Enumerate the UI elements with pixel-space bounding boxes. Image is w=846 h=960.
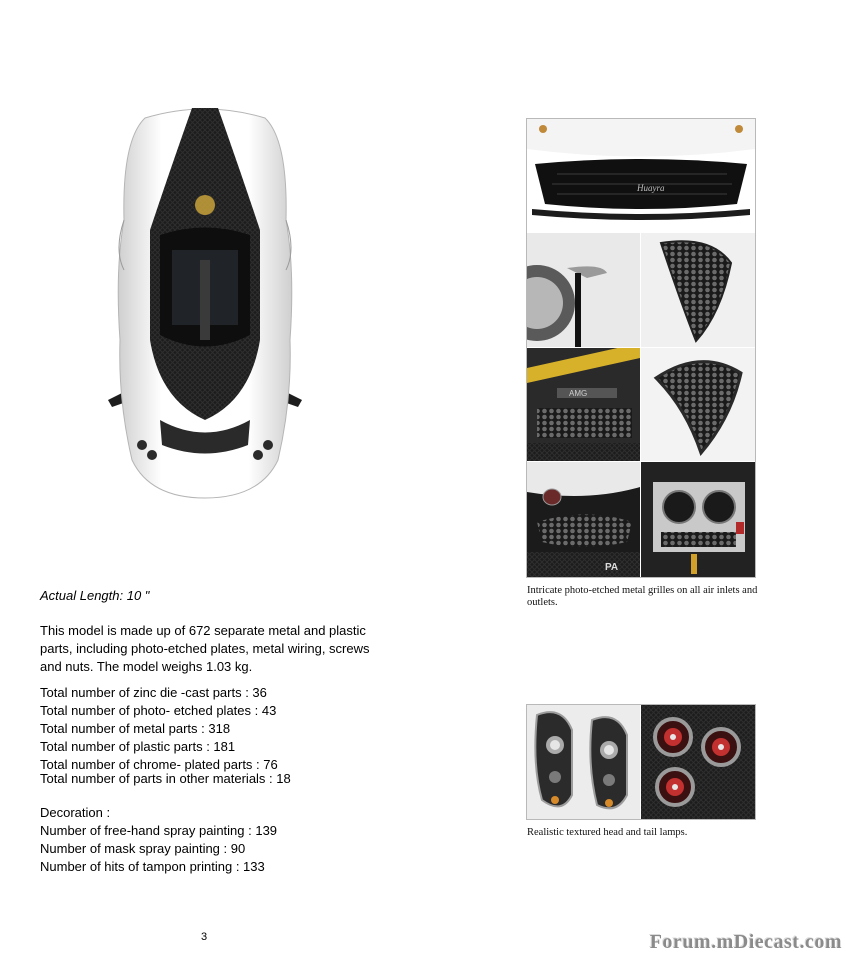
decoration-heading: Decoration : bbox=[40, 805, 111, 820]
parts-count-metal: Total number of metal parts : 318 bbox=[40, 721, 231, 736]
grilles-caption: Intricate photo-etched metal grilles on all air inlets and outlets. bbox=[527, 585, 758, 608]
lamps-caption: Realistic textured head and tail lamps. bbox=[527, 827, 688, 838]
parts-count-chrome: Total number of chrome- plated parts : 76 bbox=[40, 757, 278, 772]
decoration-tampon: Number of hits of tampon printing : 133 bbox=[40, 859, 265, 874]
grille-badge-text: Huayra bbox=[637, 183, 665, 193]
radiator-fans-photo bbox=[641, 462, 755, 577]
length-text: Actual Length: 10 " bbox=[40, 588, 150, 603]
tail-badge-text: PA bbox=[605, 562, 619, 573]
head-lamps-photo bbox=[527, 705, 640, 819]
page-number: 3 bbox=[201, 931, 208, 943]
car-top-view-photo bbox=[100, 100, 310, 505]
rear-vent-photo bbox=[641, 348, 755, 461]
parts-count-plastic: Total number of plastic parts : 181 bbox=[40, 739, 236, 754]
side-vent-photo bbox=[527, 233, 640, 347]
decoration-mask: Number of mask spray painting : 90 bbox=[40, 841, 246, 856]
front-grille-photo bbox=[527, 119, 755, 232]
tail-section-photo bbox=[527, 462, 640, 577]
engine-badge-text: AMG bbox=[569, 389, 588, 398]
watermark: Forum.mDiecast.com bbox=[649, 931, 842, 953]
engine-grille-photo bbox=[527, 348, 640, 461]
parts-count-photo-etched: Total number of photo- etched plates : 43 bbox=[40, 703, 277, 718]
hex-vent-photo bbox=[641, 233, 755, 347]
description-text: This model is made up of 672 separate metal and plastic parts, including photo-etched plates, metal wiring, screws and nuts. The model weighs 1.03 kg. bbox=[40, 623, 370, 674]
parts-count-zinc: Total number of zinc die -cast parts : 36 bbox=[40, 685, 267, 700]
tail-lamps-photo bbox=[641, 705, 755, 819]
parts-count-other: Total number of parts in other materials : 18 bbox=[40, 771, 291, 786]
decoration-freehand: Number of free-hand spray painting : 139 bbox=[40, 823, 278, 838]
